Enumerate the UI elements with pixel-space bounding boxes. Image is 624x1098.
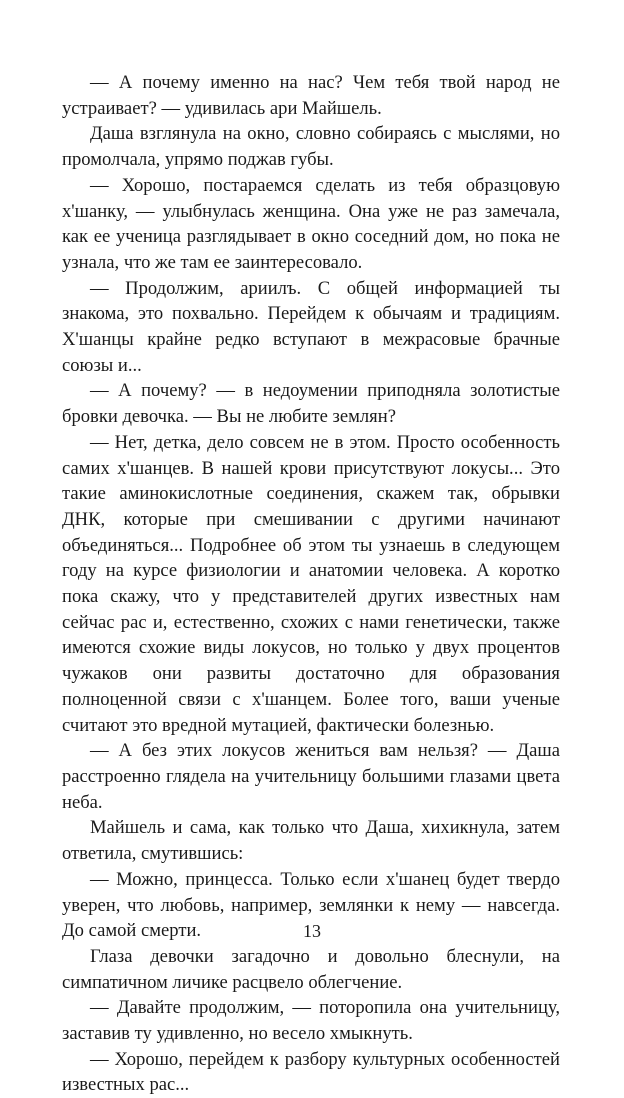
paragraph: — Давайте продолжим, — поторопила она учительницу, заставив ту удивленно, но весело хмыкнуть. [62, 997, 560, 1045]
paragraph: — А без этих локусов жениться вам нельзя? — Даша расстроенно глядела на учительницу большими глазами цвета неба. [62, 740, 560, 813]
paragraph: — Нет, детка, дело совсем не в этом. Просто особенность самих х'шанцев. В нашей крови присутствуют локусы... Это такие аминокислотные соединения, скажем так, обрывки ДНК, которые при смешивании с другими начинают объединяться... Подробнее об этом ты узнаешь в следующем году на курсе физиологии и анатомии человека. А коротко пока скажу, что у представителей других известных нам сейчас рас и, естественно, схожих с нами генетически, также имеются схожие виды локусов, но только у двух процентов чужаков они развиты достаточно для образования полноценной связи с х'шанцем. Более того, ваши ученые считают это вредной мутацией, фактически болезнью. [62, 431, 560, 736]
paragraph: — Можно, принцесса. Только если х'шанец будет твердо уверен, что любовь, например, землянки к нему — навсегда. До самой смерти. [62, 868, 560, 942]
paragraph: — Продолжим, ариилъ. С общей информацией ты знакома, это похвально. Перейдем к обычаям и традициям. Х'шанцы крайне редко вступают в межрасовые брачные союзы и... [62, 277, 560, 376]
paragraph: — А почему именно на нас? Чем тебя твой народ не устраивает? — удивилась ари Майшель. [62, 72, 560, 119]
paragraph: — Хорошо, постараемся сделать из тебя образцовую х'шанку, — улыбнулась женщина. Она уже не раз замечала, как ее ученица разглядывает в окно соседний дом, но пока не узнала, что же там ее заинтересовало. [62, 174, 560, 273]
paragraph: Глаза девочки загадочно и довольно блеснули, на симпатичном личике расцвело облегчение. [62, 945, 560, 993]
paragraph: — Хорошо, перейдем к разбору культурных особенностей известных рас... [62, 1048, 560, 1096]
page-number: 13 [303, 921, 321, 941]
paragraph: Даша взглянула на окно, словно собираясь с мыслями, но промолчала, упрямо поджав губы. [62, 123, 560, 171]
paragraph: — А почему? — в недоумении приподняла золотистые бровки девочка. — Вы не любите землян? [62, 380, 560, 428]
paragraph: Майшель и сама, как только что Даша, хихикнула, затем ответила, смутившись: [62, 817, 560, 865]
book-page-body [62, 70, 560, 1098]
